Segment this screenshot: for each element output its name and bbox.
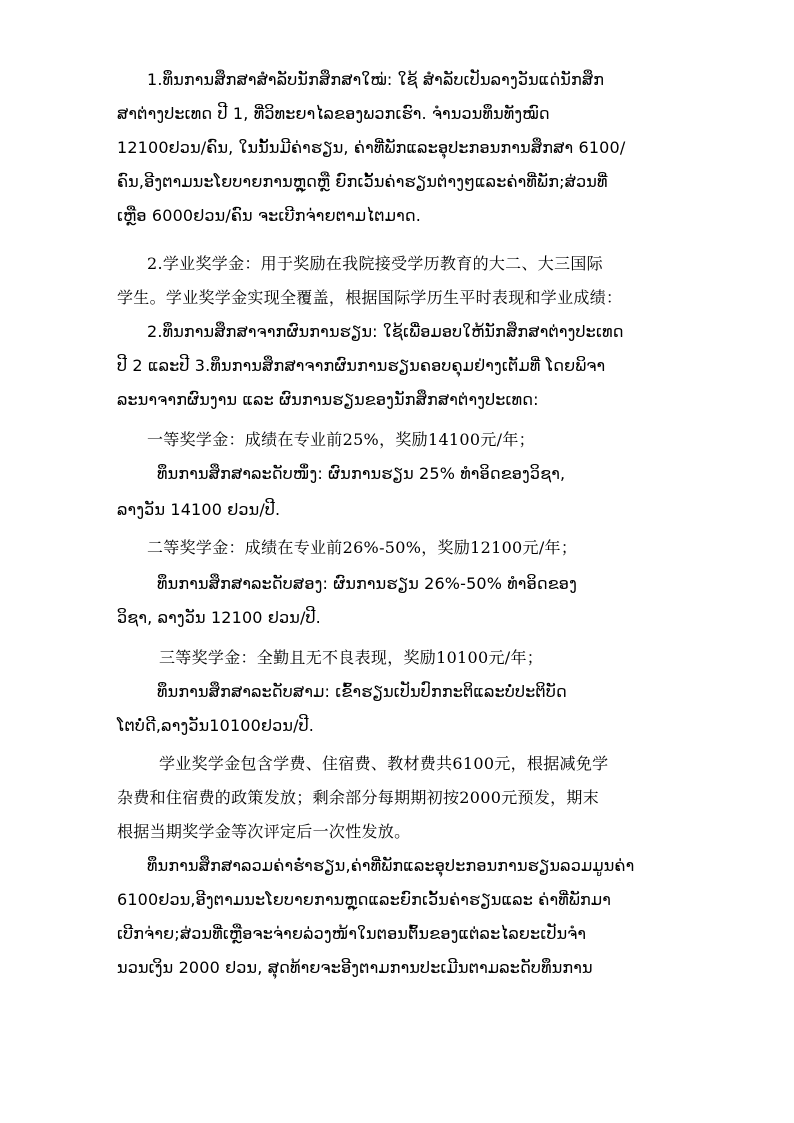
paragraph-zh-final-line-3: 根据当期奖学金等次评定后一次性发放。: [117, 822, 411, 841]
paragraph-lao-final-line-4: ນວນເງິນ 2000 ຢວນ, ສຸດທ້າຍຈະອີງຕາມການປະເມີນຕາມລະດັບທຶນການ: [117, 958, 593, 977]
tier-1-lao-line-2: ລາງວັນ 14100 ຢວນ/ປີ.: [117, 500, 281, 519]
tier-3-zh: 三等奖学金：全勤且无不良表现，奖励10100元/年；: [159, 648, 544, 667]
tier-1-lao-line-1: ທຶນການສຶກສາລະດັບໜຶ່ງ: ຜົນການຮຽນ 25% ທຳອິດຂອງວິຊາ,: [157, 464, 566, 483]
paragraph-1-line-2: ສາຕ່າງປະເທດ ປີ 1, ທີ່ວິທະຍາໄລຂອງພວກເຮົາ. ຈຳນວນທຶນທັງໝົດ: [117, 104, 550, 123]
tier-3-lao-line-1: ທຶນການສຶກສາລະດັບສາມ: ເຂົ້າຮຽນເປັນປົກກະຕິແລະບໍ່ປະຕິບັດ: [157, 682, 567, 701]
tier-2-lao-line-1: ທຶນການສຶກສາລະດັບສອງ: ຜົນການຮຽນ 26%-50% ທຳອິດຂອງ: [157, 574, 577, 593]
paragraph-2-line-2: 学生。学业奖学金实现全覆盖，根据国际学历生平时表现和学业成绩：: [117, 288, 623, 307]
paragraph-1-line-1: 1.ທຶນການສຶກສາສຳລັບນັກສຶກສາໃໝ່: ໃຊ້ ສຳລັບເປັນລາງວັນແດ່ນັກສຶກ: [147, 70, 605, 89]
paragraph-lao-final-line-2: 6100ຢວນ,ອີງຕາມນະໂຍບາຍການຫຼຸດແລະຍົກເວັ້ນຄ່າຮຽນແລະ ຄ່າທີ່ພັກມາ: [117, 890, 612, 909]
paragraph-3-line-2: ປີ 2 ແລະປີ 3.ທຶນການສຶກສາຈາກຜົນການຮຽນຄອບຄຸມຢ່າງເຕັມທີ່ ໂດຍພິຈາ: [117, 356, 606, 375]
paragraph-zh-final-line-2: 杂费和住宿费的政策发放；剩余部分每期期初按2000元预发，期末: [117, 788, 600, 807]
paragraph-2-line-1: 2.学业奖学金：用于奖励在我院接受学历教育的大二、大三国际: [147, 254, 603, 273]
paragraph-lao-final-line-1: ທຶນການສຶກສາລວມຄ່າຮ່ຳຮຽນ,ຄ່າທີ່ພັກແລະອຸປະກອນການຮຽນລວມມູນຄ່າ: [147, 856, 635, 875]
paragraph-lao-final-line-3: ເບີກຈ່າຍ;ສ່ວນທີ່ເຫຼືອຈະຈ່າຍລ່ວງໜ້າໃນຕອນຕົ້ນຂອງແຕ່ລະໄລຍະເປັນຈຳ: [117, 924, 587, 943]
tier-2-lao-line-2: ວິຊາ, ລາງວັນ 12100 ຢວນ/ປີ.: [117, 608, 321, 627]
paragraph-1-line-3: 12100ຢວນ/ຄົນ, ໃນນັ້ນມີຄ່າຮຽນ, ຄ່າທີ່ພັກແລະອຸປະກອນການສຶກສາ 6100/: [117, 138, 626, 157]
tier-3-lao-line-2: ໂຕບໍ່ດີ,ລາງວັນ10100ຢວນ/ປີ.: [117, 716, 314, 735]
paragraph-1-line-5: ເຫຼືອ 6000ຢວນ/ຄົນ ຈະເບີກຈ່າຍຕາມໄຕມາດ.: [117, 206, 421, 225]
paragraph-3-line-3: ລະນາຈາກຜົນງານ ແລະ ຜົນການຮຽນຂອງນັກສຶກສາຕ່າງປະເທດ:: [117, 390, 539, 409]
tier-1-zh: 一等奖学金：成绩在专业前25%，奖励14100元/年；: [147, 430, 535, 449]
paragraph-zh-final-line-1: 学业奖学金包含学费、住宿费、教材费共6100元，根据减免学: [159, 754, 609, 773]
paragraph-3-line-1: 2.ທຶນການສຶກສາຈາກຜົນການຮຽນ: ໃຊ້ເພື່ອມອບໃຫ້ນັກສຶກສາຕ່າງປະເທດ: [147, 322, 624, 341]
tier-2-zh: 二等奖学金：成绩在专业前26%-50%，奖励12100元/年；: [147, 538, 578, 557]
paragraph-1-line-4: ຄົນ,ອີງຕາມນະໂຍບາຍການຫຼຸດຫຼື ຍົກເວັ້ນຄ່າຮຽນຕ່າງໆແລະຄ່າທີ່ພັກ;ສ່ວນທີ່: [117, 172, 608, 191]
